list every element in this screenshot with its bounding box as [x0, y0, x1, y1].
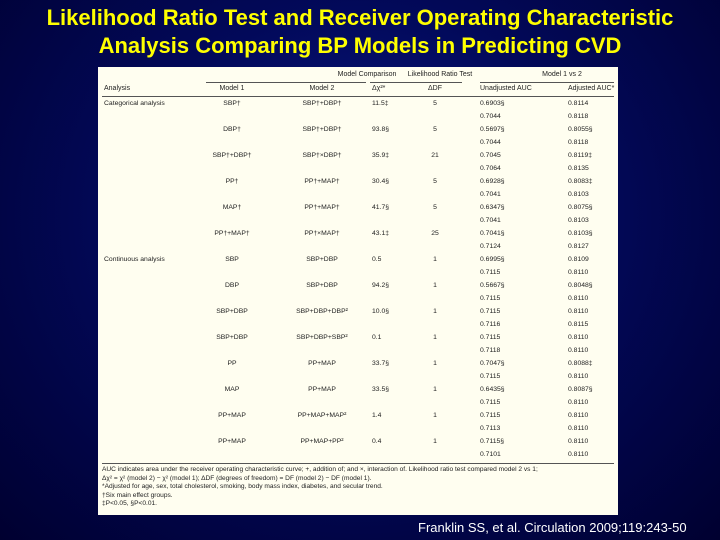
header-model-2: Model 2: [309, 85, 335, 92]
cell-adjusted-auc: 0.8114: [568, 100, 589, 107]
cell-unadjusted-auc: 0.7113: [480, 425, 501, 432]
table-row: [102, 227, 614, 240]
cell-adjusted-auc: 0.8109: [568, 256, 589, 263]
table-row: [102, 110, 614, 123]
cell-model-1: DBP: [225, 282, 239, 289]
slide-title-line-2: Analysis Comparing BP Models in Predicting CVD: [98, 33, 622, 58]
header-likelihood-ratio-test: Likelihood Ratio Test: [407, 71, 473, 78]
cell-delta-chi: 30.4§: [372, 178, 390, 185]
cell-adjusted-auc: 0.8110: [568, 425, 589, 432]
footnote-5: ‡P<0.05, §P<0.01.: [102, 500, 157, 507]
cell-adjusted-auc: 0.8118: [568, 113, 589, 120]
cell-adjusted-auc: 0.8088‡: [568, 360, 593, 367]
footnote-2: Δχ² = χ² (model 2) − χ² (model 1); ΔDF (degrees of freedom) = DF (model 2) − DF (model 1).: [102, 474, 372, 482]
table-row: [102, 201, 614, 214]
cell-model-1: PP†+MAP†: [214, 230, 250, 237]
cell-model-2: PP†+MAP†: [304, 178, 340, 185]
cell-model-1: SBP+DBP: [216, 334, 248, 341]
cell-unadjusted-auc: 0.5697§: [480, 126, 505, 133]
slide-title: [0, 4, 720, 60]
header-model-1-vs-2: Model 1 vs 2: [542, 71, 582, 78]
footnote-1: AUC indicates area under the receiver operating characteristic curve; +, addition of; and ×, interaction of. Likelihood ratio test compared model 2 vs 1;: [102, 466, 538, 473]
table-row: [102, 123, 614, 136]
table-row: [102, 383, 614, 396]
table-body: [102, 97, 614, 461]
cell-delta-chi: 11.5‡: [372, 100, 389, 107]
cell-adjusted-auc: 0.8110: [568, 269, 589, 276]
cell-unadjusted-auc: 0.7115: [480, 269, 501, 276]
cell-unadjusted-auc: 0.7118: [480, 347, 501, 354]
cell-adjusted-auc: 0.8110: [568, 347, 589, 354]
cell-adjusted-auc: 0.8110: [568, 373, 589, 380]
cell-delta-df: 1: [433, 386, 437, 393]
cell-unadjusted-auc: 0.7041: [480, 191, 501, 198]
cell-adjusted-auc: 0.8055§: [568, 126, 593, 133]
cell-model-2: SBP†+DBP†: [302, 126, 342, 133]
cell-delta-df: 21: [431, 152, 439, 159]
cell-model-1: PP: [227, 360, 237, 367]
table-row: [102, 331, 614, 344]
cell-delta-chi: 43.1‡: [372, 230, 390, 237]
header-adjusted-auc: Adjusted AUC*: [568, 85, 615, 92]
cell-delta-chi: 33.5§: [372, 386, 390, 393]
cell-delta-chi: 0.1: [372, 334, 382, 341]
cell-model-2: SBP†+DBP†: [302, 100, 342, 107]
table-row: [102, 253, 614, 266]
cell-analysis: Continuous analysis: [104, 256, 165, 263]
table-row: [102, 188, 614, 201]
cell-unadjusted-auc: 0.7041§: [480, 230, 505, 237]
cell-delta-df: 1: [433, 360, 437, 367]
table-row: [102, 318, 614, 331]
cell-adjusted-auc: 0.8110: [568, 451, 589, 458]
cell-adjusted-auc: 0.8103: [568, 217, 589, 224]
cell-adjusted-auc: 0.8110: [568, 334, 589, 341]
cell-delta-df: 5: [433, 178, 437, 185]
cell-adjusted-auc: 0.8103: [568, 191, 589, 198]
cell-model-2: SBP+DBP: [306, 282, 338, 289]
table-row: [102, 448, 614, 461]
table-row: [102, 162, 614, 175]
cell-unadjusted-auc: 0.6347§: [480, 204, 505, 211]
cell-adjusted-auc: 0.8119‡: [568, 152, 593, 159]
table-row: [102, 97, 614, 110]
cell-delta-df: 5: [433, 100, 437, 107]
cell-model-1: SBP†+DBP†: [212, 152, 252, 159]
cell-delta-df: 5: [433, 204, 437, 211]
cell-unadjusted-auc: 0.7115: [480, 373, 501, 380]
cell-unadjusted-auc: 0.7115: [480, 295, 501, 302]
table-row: [102, 396, 614, 409]
cell-delta-df: 1: [433, 256, 437, 263]
cell-model-2: SBP+DBP+SBP²: [296, 334, 348, 341]
cell-adjusted-auc: 0.8103§: [568, 230, 593, 237]
cell-delta-chi: 0.4: [372, 438, 382, 445]
cell-adjusted-auc: 0.8118: [568, 139, 589, 146]
cell-model-1: DBP†: [223, 126, 241, 133]
cell-adjusted-auc: 0.8048§: [568, 282, 593, 289]
table-row: [102, 175, 614, 188]
cell-adjusted-auc: 0.8083‡: [568, 178, 593, 185]
slide-title-line-1: Likelihood Ratio Test and Receiver Operating Characteristic: [46, 5, 674, 30]
header-unadjusted-auc: Unadjusted AUC: [480, 85, 532, 92]
cell-unadjusted-auc: 0.7064: [480, 165, 501, 172]
cell-adjusted-auc: 0.8135: [568, 165, 589, 172]
cell-model-2: PP+MAP+PP²: [300, 438, 344, 445]
table-row: [102, 422, 614, 435]
cell-delta-df: 1: [433, 412, 437, 419]
cell-delta-chi: 1.4: [372, 412, 382, 419]
table-header-columns: [102, 83, 614, 97]
table-row: [102, 357, 614, 370]
cell-delta-df: 1: [433, 334, 437, 341]
cell-model-1: SBP+DBP: [216, 308, 248, 315]
table-row: [102, 409, 614, 422]
cell-unadjusted-auc: 0.7115: [480, 412, 501, 419]
cell-unadjusted-auc: 0.7045: [480, 152, 501, 159]
cell-unadjusted-auc: 0.6435§: [480, 386, 505, 393]
cell-adjusted-auc: 0.8110: [568, 295, 589, 302]
header-model-1: Model 1: [219, 85, 245, 92]
table-row: [102, 214, 614, 227]
cell-adjusted-auc: 0.8115: [568, 321, 589, 328]
table-row: [102, 136, 614, 149]
cell-unadjusted-auc: 0.6928§: [480, 178, 505, 185]
cell-model-2: PP†×MAP†: [304, 230, 340, 237]
cell-model-1: PP+MAP: [218, 412, 246, 419]
cell-model-2: PP+MAP+MAP²: [297, 412, 347, 419]
table-row: [102, 292, 614, 305]
cell-model-2: SBP†×DBP†: [302, 152, 342, 159]
cell-delta-df: 1: [433, 308, 437, 315]
cell-unadjusted-auc: 0.7101: [480, 451, 501, 458]
cell-adjusted-auc: 0.8075§: [568, 204, 593, 211]
cell-delta-df: 25: [431, 230, 439, 237]
cell-adjusted-auc: 0.8087§: [568, 386, 593, 393]
header-model-comparison: Model Comparison: [337, 71, 397, 78]
cell-delta-chi: 41.7§: [372, 204, 390, 211]
table-row: [102, 344, 614, 357]
table-row: [102, 266, 614, 279]
cell-unadjusted-auc: 0.7115§: [480, 438, 505, 445]
cell-adjusted-auc: 0.8110: [568, 308, 589, 315]
cell-model-1: PP+MAP: [218, 438, 246, 445]
table-row: [102, 305, 614, 318]
cell-model-1: SBP†: [223, 100, 241, 107]
header-delta-chi: Δχ²*: [372, 85, 386, 92]
cell-unadjusted-auc: 0.7115: [480, 334, 501, 341]
footnote-4: †Six main effect groups.: [102, 491, 173, 499]
cell-model-1: MAP†: [222, 204, 242, 211]
cell-model-2: SBP+DBP+DBP²: [296, 308, 348, 315]
cell-adjusted-auc: 0.8127: [568, 243, 589, 250]
cell-delta-chi: 94.2§: [372, 282, 390, 289]
table-header-groups: [102, 69, 614, 83]
cell-adjusted-auc: 0.8110: [568, 399, 589, 406]
cell-delta-chi: 10.0§: [372, 308, 390, 315]
cell-model-2: SBP+DBP: [306, 256, 338, 263]
cell-delta-df: 1: [433, 438, 437, 445]
cell-unadjusted-auc: 0.5667§: [480, 282, 505, 289]
cell-unadjusted-auc: 0.7044: [480, 113, 501, 120]
cell-delta-chi: 0.5: [372, 256, 382, 263]
cell-unadjusted-auc: 0.6995§: [480, 256, 505, 263]
citation: Franklin SS, et al. Circulation 2009;119:243-50: [418, 520, 687, 535]
cell-unadjusted-auc: 0.7116: [480, 321, 501, 328]
cell-adjusted-auc: 0.8110: [568, 412, 589, 419]
header-delta-df: ΔDF: [427, 85, 442, 92]
table-row: [102, 279, 614, 292]
cell-delta-df: 5: [433, 126, 437, 133]
cell-delta-chi: 33.7§: [372, 360, 390, 367]
cell-unadjusted-auc: 0.7124: [480, 243, 501, 250]
table-row: [102, 370, 614, 383]
cell-model-2: PP+MAP: [308, 360, 336, 367]
table-footnotes: [102, 463, 614, 509]
table-row: [102, 435, 614, 448]
cell-model-2: PP+MAP: [308, 386, 336, 393]
cell-delta-chi: 35.9‡: [372, 152, 390, 159]
results-table: [98, 67, 618, 515]
cell-unadjusted-auc: 0.7044: [480, 139, 501, 146]
cell-model-1: MAP: [224, 386, 240, 393]
cell-unadjusted-auc: 0.7115: [480, 308, 501, 315]
footnote-3: *Adjusted for age, sex, total cholesterol, smoking, body mass index, diabetes, and secular trend.: [102, 483, 383, 490]
cell-unadjusted-auc: 0.7115: [480, 399, 501, 406]
cell-unadjusted-auc: 0.7047§: [480, 360, 505, 367]
cell-delta-chi: 93.8§: [372, 126, 390, 133]
cell-model-1: PP†: [225, 178, 239, 185]
table-row: [102, 240, 614, 253]
cell-model-1: SBP: [225, 256, 239, 263]
cell-unadjusted-auc: 0.6903§: [480, 100, 505, 107]
cell-model-2: PP†+MAP†: [304, 204, 340, 211]
cell-analysis: Categorical analysis: [104, 100, 165, 107]
cell-unadjusted-auc: 0.7041: [480, 217, 501, 224]
header-analysis: Analysis: [104, 85, 131, 92]
cell-adjusted-auc: 0.8110: [568, 438, 589, 445]
cell-delta-df: 1: [433, 282, 437, 289]
table-row: [102, 149, 614, 162]
